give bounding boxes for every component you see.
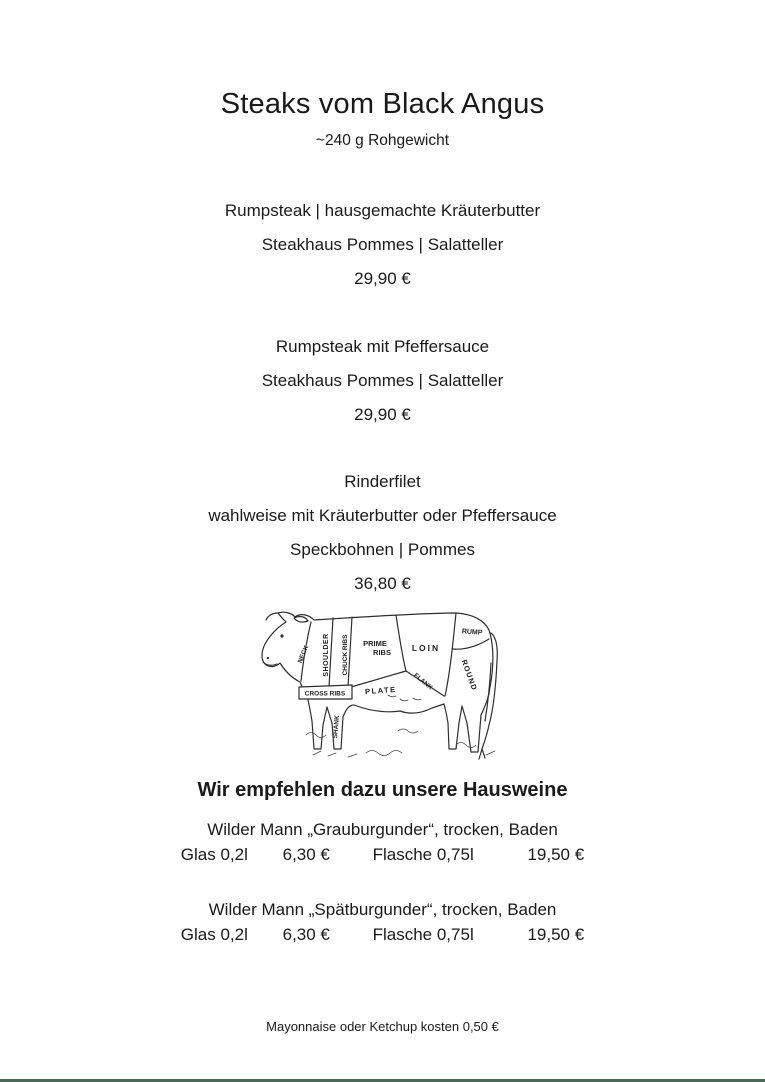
menu-item-line: Speckbohnen | Pommes	[290, 540, 475, 559]
cow-label-shank: SHANK	[331, 715, 341, 739]
cow-label-rump: RUMP	[461, 628, 483, 637]
wine-section-heading: Wir empfehlen dazu unsere Hausweine	[197, 779, 568, 801]
wine-bottle-label: Flasche 0,75l	[372, 925, 474, 944]
wine-glass-label: Glas 0,2l	[180, 925, 248, 944]
wine-name: Wilder Mann „Spätburgunder“, trocken, Baden	[208, 900, 557, 919]
wine-glass-price: 6,30 €	[282, 925, 330, 944]
cow-label-shoulder: SHOULDER	[322, 633, 330, 677]
wine-item-spaetburgunder	[0, 897, 765, 947]
cow-label-prime: PRIME	[362, 639, 387, 648]
wine-glass-label: Glas 0,2l	[180, 845, 248, 864]
cow-label-plate: PLATE	[364, 684, 397, 697]
menu-item-line: Steakhaus Pommes | Salatteller	[261, 235, 504, 254]
wine-price-row	[0, 842, 765, 867]
wine-bottle-price: 19,50 €	[527, 925, 585, 944]
menu-item-line: Rumpsteak mit Pfeffersauce	[275, 337, 490, 356]
menu-item-price: 29,90 €	[354, 405, 411, 424]
beef-cuts-diagram	[0, 603, 765, 763]
wine-bottle-label: Flasche 0,75l	[372, 845, 474, 864]
cow-label-round: ROUND	[459, 658, 479, 692]
wine-item-grauburgunder	[0, 817, 765, 867]
wine-name: Wilder Mann „Grauburgunder“, trocken, Baden	[207, 820, 558, 839]
menu-item-rumpsteak-pfeffersauce	[0, 330, 765, 432]
menu-item-price: 36,80 €	[354, 574, 411, 593]
menu-item-line: wahlweise mit Kräuterbutter oder Pfeffersauce	[208, 506, 557, 525]
cow-label-ribs: RIBS	[372, 648, 391, 657]
page-title: Steaks vom Black Angus	[220, 88, 545, 120]
cow-label-chuck-ribs: CHUCK RIBS	[341, 634, 349, 676]
cow-label-neck: NECK	[296, 644, 310, 665]
menu-item-line: Rinderfilet	[344, 472, 421, 491]
cow-label-flank: FLANK	[411, 672, 434, 692]
cow-illustration	[248, 603, 518, 763]
menu-item-line: Rumpsteak | hausgemachte Kräuterbutter	[224, 201, 541, 220]
wine-glass-price: 6,30 €	[282, 845, 330, 864]
page-subtitle: ~240 g Rohgewicht	[315, 132, 450, 149]
cow-label-cross-ribs: CROSS RIBS	[304, 690, 345, 698]
menu-item-rumpsteak-kraeuterbutter	[0, 194, 765, 296]
menu-item-rinderfilet	[0, 465, 765, 601]
cow-label-loin: LOIN	[411, 643, 440, 653]
wine-price-row	[0, 922, 765, 947]
menu-item-line: Steakhaus Pommes | Salatteller	[261, 371, 504, 390]
menu-item-price: 29,90 €	[354, 269, 411, 288]
footer-note: Mayonnaise oder Ketchup kosten 0,50 €	[266, 1019, 499, 1034]
wine-bottle-price: 19,50 €	[527, 845, 585, 864]
